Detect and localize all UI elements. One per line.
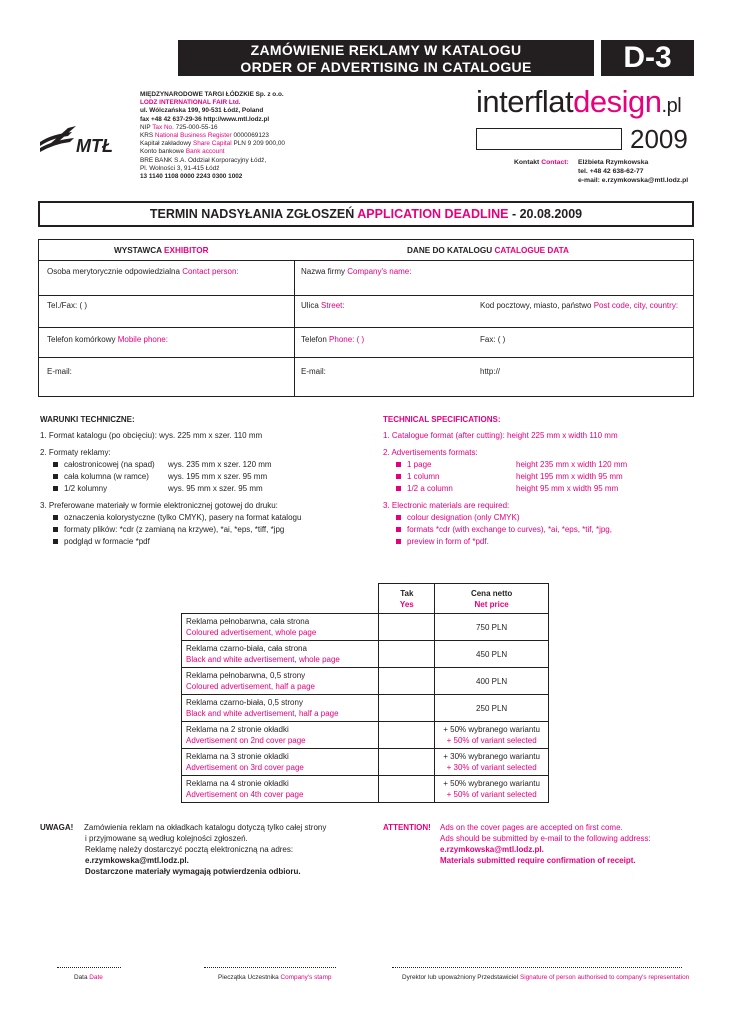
company-name-en: LODZ INTERNATIONAL FAIR Ltd.	[140, 99, 241, 107]
price-table-header	[182, 584, 549, 614]
yes-checkbox-cell[interactable]	[379, 722, 435, 749]
logo-lettering: MTŁ	[76, 136, 113, 156]
deadline-date: - 20.08.2009	[511, 207, 583, 221]
company-info	[140, 91, 380, 181]
tech-pl-material1: oznaczenia kolorystyczne (tylko CMYK), pasery na format katalogu	[40, 512, 301, 524]
company-fax-web: fax +48 42 637-29-36 http://www.mtl.lodz.pl	[140, 115, 270, 123]
form-code: D-3	[601, 40, 694, 76]
mobile-phone-field[interactable]: Telefon komórkowy Mobile phone:	[47, 335, 168, 344]
tech-pl-material2: formaty plików: *cdr (z zamianą na krzywe), *ai, *eps, *tiff, *jpg	[40, 524, 301, 536]
ad-type-cell: Reklama na 4 stronie okładki Advertisement on 4th cover page	[182, 776, 379, 803]
director-signature-line[interactable]	[392, 967, 682, 968]
price-cell: 250 PLN	[435, 695, 549, 722]
company-krs: KRS National Business Register 0000069123	[140, 132, 269, 140]
ad-type-cell: Reklama na 3 stronie okładki Advertisement on 3rd cover page	[182, 749, 379, 776]
date-caption: Data Date	[74, 974, 103, 981]
price-table	[181, 583, 549, 803]
yes-checkbox-cell[interactable]	[379, 776, 435, 803]
note-pl: Zamówienia reklam na okładkach katalogu dotyczą tylko całej strony i przyjmowane są według kolejności zgłoszeń. Reklamę należy dostarczyć pocztą elektroniczną na adres: e.rzymkowska@mtl.lodz.pl. Dostarczone materiały wymagają potwierdzenia odbioru.	[84, 823, 327, 876]
deadline-en: APPLICATION DEADLINE	[357, 207, 509, 221]
yes-checkbox-cell[interactable]	[379, 614, 435, 641]
ad-type-cell: Reklama na 2 stronie okładki Advertisement on 2nd cover page	[182, 722, 379, 749]
exhibitor-form	[38, 239, 694, 397]
company-address: ul. Wólczańska 199, 90-531 Łódź, Poland	[140, 107, 264, 115]
company-capital: Kapitał zakładowy Share Capital PLN 9 209 900,00	[140, 140, 285, 148]
table-row	[182, 668, 549, 695]
company-name-pl: MIĘDZYNARODOWE TARGI ŁÓDZKIE Sp. z o.o.	[140, 91, 284, 98]
brand-part1: interflat	[476, 84, 574, 119]
yes-checkbox-cell[interactable]	[379, 641, 435, 668]
contact-name-row: Kontakt Contact: Elżbieta Rzymkowska	[514, 159, 649, 166]
yes-checkbox-cell[interactable]	[379, 695, 435, 722]
tech-pl-format2: cała kolumna (w ramce) wys. 195 mm x szer. 95 mm	[40, 471, 301, 483]
yes-checkbox-cell[interactable]	[379, 749, 435, 776]
mtl-logo-icon	[38, 124, 130, 158]
exhibitor-header: WYSTAWCA EXHIBITOR	[114, 246, 209, 255]
table-row	[182, 695, 549, 722]
price-cell: 750 PLN	[435, 614, 549, 641]
contact-email: e-mail: e.rzymkowska@mtl.lodz.pl	[578, 177, 689, 184]
postcode-field[interactable]: Kod pocztowy, miasto, państwo Post code, city, country:	[480, 301, 679, 310]
tech-en-material2: formats *cdr (with exchange to curves), *ai, *eps, *tif, *jpg,	[383, 524, 618, 536]
company-nip: NIP Tax No. 725-000-55-16	[140, 123, 218, 131]
attention-label: ATTENTION!	[383, 823, 431, 832]
table-row	[182, 722, 549, 749]
company-name-field[interactable]: Nazwa firmy Company's name:	[301, 267, 412, 276]
note-en: Ads on the cover pages are accepted on first come. Ads should be submitted by e-mail to the following address: e.rzymkowska@mtl.lodz.pl. Materials submitted require confirmation of receipt.	[440, 823, 651, 865]
date-signature-line[interactable]	[57, 967, 121, 968]
deadline-banner	[38, 201, 694, 227]
uwaga-label: UWAGA!	[40, 823, 74, 832]
ad-type-cell: Reklama pełnobarwna, 0,5 strony Coloured advertisement, half a page	[182, 668, 379, 695]
stamp-caption: Pieczątka Uczestnika Company's stamp	[218, 974, 332, 981]
tech-pl-item3: 3. Preferowane materiały w formie elektronicznej gotowej do druku:	[40, 501, 278, 510]
table-row	[182, 749, 549, 776]
brand-year: 2009	[630, 124, 688, 154]
company-bank-line2: Pl. Wolności 3, 91-415 Łódź	[140, 164, 220, 172]
brand-part2: design	[573, 84, 662, 119]
yes-column-header: Tak Yes	[379, 584, 435, 614]
price-cell: + 50% wybranego wariantu + 50% of variant selected	[435, 722, 549, 749]
price-cell: 450 PLN	[435, 641, 549, 668]
email-field-left[interactable]: E-mail:	[47, 367, 72, 376]
tech-en-item2: 2. Advertisements formats:	[383, 448, 478, 457]
fax-field[interactable]: Fax: ( )	[480, 335, 506, 344]
tech-specs-en	[383, 414, 628, 548]
tech-pl-material3: podgląd w formacie *pdf	[40, 536, 301, 548]
yes-checkbox-cell[interactable]	[379, 668, 435, 695]
price-column-header: Cena netto Net price	[435, 584, 549, 614]
brand-logo	[476, 84, 681, 120]
tech-en-format3: 1/2 a column height 95 mm x width 95 mm	[383, 483, 618, 495]
company-bank-account: 13 1140 1108 0000 2243 0300 1002	[140, 173, 243, 181]
tech-pl-format1: całostronicowej (na spad) wys. 235 mm x szer. 120 mm	[40, 459, 301, 471]
tech-pl-item1: 1. Format katalogu (po obcięciu): wys. 225 mm x szer. 110 mm	[40, 431, 263, 440]
price-cell: + 50% wybranego wariantu + 50% of variant selected	[435, 776, 549, 803]
director-caption: Dyrektor lub upoważniony Przedstawiciel Signature of person authorised to company's representation	[402, 974, 690, 981]
tech-en-item1: 1. Catalogue format (after cutting): height 225 mm x width 110 mm	[383, 431, 618, 440]
company-bank-line1: BRE BANK S.A. Oddział Korporacyjny Łódź,	[140, 156, 267, 164]
email-field-right[interactable]: E-mail:	[301, 367, 326, 376]
brand-part3: .pl	[661, 95, 682, 117]
street-field[interactable]: Ulica Street:	[301, 301, 345, 310]
title-polish: ZAMÓWIENIE REKLAMY W KATALOGU	[250, 42, 522, 58]
title-english: ORDER OF ADVERTISING IN CATALOGUE	[240, 59, 532, 75]
tech-en-item3: 3. Electronic materials are required:	[383, 501, 510, 510]
price-cell: + 30% wybranego wariantu + 30% of variant selected	[435, 749, 549, 776]
tech-pl-format3: 1/2 kolumny wys. 95 mm x szer. 95 mm	[40, 483, 301, 495]
brand-year-frame	[476, 128, 622, 150]
ad-type-cell: Reklama pełnobarwna, cała strona Coloured advertisement, whole page	[182, 614, 379, 641]
form-title-bar	[178, 40, 594, 76]
phone-field[interactable]: Telefon Phone: ( )	[301, 335, 365, 344]
tel-fax-field[interactable]: Tel./Fax: ( )	[47, 301, 88, 310]
website-field[interactable]: http://	[480, 367, 501, 376]
tech-en-material3: preview in form of *pdf.	[383, 536, 618, 548]
tech-en-material1: colour designation (only CMYK)	[383, 512, 618, 524]
tech-en-format2: 1 column height 195 mm x width 95 mm	[383, 471, 618, 483]
ad-type-cell: Reklama czarno-biała, 0,5 strony Black and white advertisement, half a page	[182, 695, 379, 722]
contact-block	[514, 158, 688, 185]
stamp-signature-line[interactable]	[204, 967, 336, 968]
contact-tel: tel. +48 42 638-62-77	[578, 168, 644, 175]
contact-person-field[interactable]: Osoba merytorycznie odpowiedzialna Contact person:	[47, 267, 239, 276]
catalogue-data-header: DANE DO KATALOGU CATALOGUE DATA	[407, 246, 569, 255]
ad-type-cell: Reklama czarno-biała, cała strona Black and white advertisement, whole page	[182, 641, 379, 668]
table-row	[182, 614, 549, 641]
table-row	[182, 641, 549, 668]
tech-en-title: TECHNICAL SPECIFICATIONS:	[383, 415, 501, 424]
tech-pl-title: WARUNKI TECHNICZNE:	[40, 415, 135, 424]
tech-specs-pl	[40, 414, 301, 548]
table-row	[182, 776, 549, 803]
tech-en-format1: 1 page height 235 mm x width 120 mm	[383, 459, 618, 471]
tech-pl-item2: 2. Formaty reklamy:	[40, 448, 111, 457]
company-bank: Konto bankowe Bank account	[140, 148, 225, 156]
price-cell: 400 PLN	[435, 668, 549, 695]
deadline-pl: TERMIN NADSYŁANIA ZGŁOSZEŃ	[149, 207, 355, 221]
contact-name: Elżbieta Rzymkowska	[578, 159, 649, 166]
